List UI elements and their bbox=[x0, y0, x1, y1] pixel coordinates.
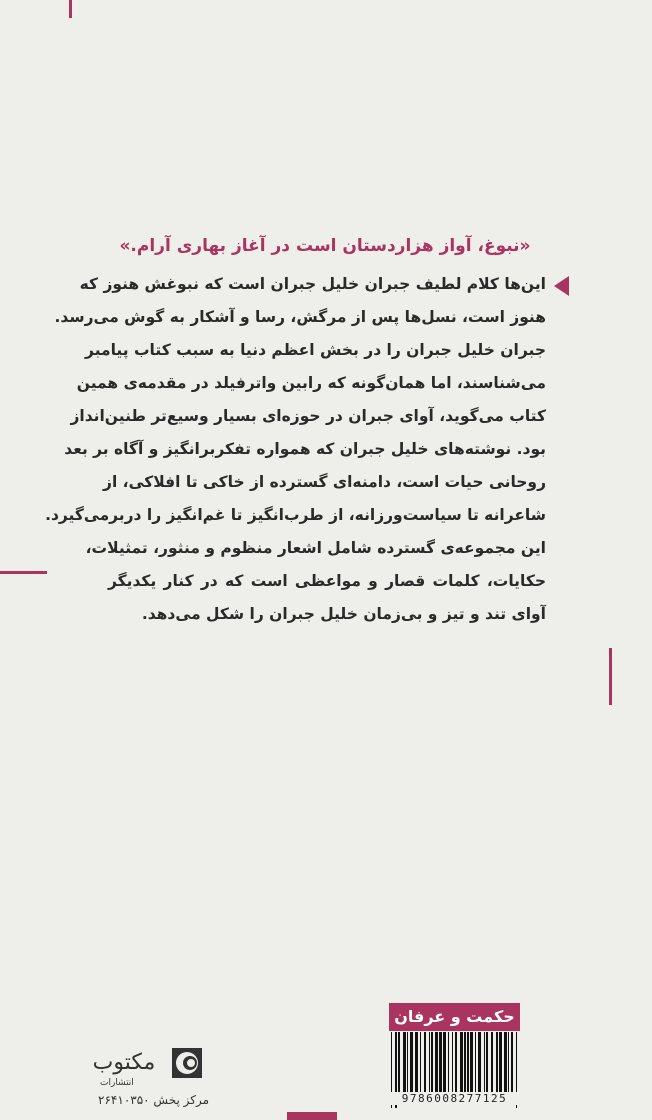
barcode-bar bbox=[424, 1032, 426, 1094]
barcode-bar bbox=[420, 1032, 421, 1094]
bottom-tick-mark bbox=[287, 1112, 337, 1120]
paragraph-line: بود. نوشته‌های خلیل جبران که همواره تفکربرانگیز و آگاه بر بعد bbox=[64, 440, 546, 458]
barcode-bar bbox=[496, 1032, 498, 1094]
paragraph-line: آوای تند و تیز و بی‌زمان خلیل جبران را شکل می‌دهد. bbox=[141, 605, 546, 623]
barcode-bar bbox=[403, 1032, 406, 1094]
barcode-bar bbox=[464, 1032, 466, 1094]
paragraph-line: کتاب می‌گوید، آوای جبران در حوزه‌ای بسیار وسیع‌تر طنین‌انداز bbox=[70, 407, 546, 425]
barcode-bar bbox=[491, 1032, 493, 1094]
distribution-phone: مرکز پخش ۲۶۴۱۰۳۵۰ bbox=[98, 1093, 209, 1107]
barcode-bar bbox=[448, 1032, 449, 1094]
barcode-bar bbox=[443, 1032, 446, 1094]
barcode-bar bbox=[508, 1032, 509, 1094]
barcode-bar bbox=[431, 1032, 433, 1094]
barcode-bar bbox=[511, 1032, 513, 1094]
barcode-bar bbox=[455, 1032, 457, 1094]
left-tick-mark bbox=[0, 571, 47, 574]
barcode-bar bbox=[435, 1032, 438, 1094]
publisher-name: مکتوب bbox=[92, 1050, 156, 1075]
barcode-bar bbox=[467, 1032, 469, 1094]
paragraph-line: می‌شناسند، اما همان‌گونه که رابین واترفیلد در مقدمه‌ی همین bbox=[76, 374, 546, 392]
barcode-bar bbox=[484, 1032, 485, 1094]
barcode-bar bbox=[439, 1032, 442, 1094]
barcode-bar bbox=[475, 1032, 476, 1094]
paragraph-line: روحانی حیات است، دامنه‌ای گسترده از خاکی تا افلاکی، از bbox=[103, 473, 546, 491]
bullet-triangle-icon bbox=[554, 276, 569, 296]
paragraph-line: شاعرانه تا سیاست‌ورزانه، از طرب‌انگیز تا غم‌انگیز را دربرمی‌گیرد. bbox=[45, 506, 546, 524]
isbn-number: 9786008277125 bbox=[382, 1092, 527, 1105]
barcode-bar bbox=[504, 1032, 507, 1094]
right-tick-mark bbox=[609, 648, 612, 705]
barcode-bar bbox=[499, 1032, 502, 1094]
series-label: حکمت و عرفان bbox=[389, 1003, 520, 1031]
barcode-bar bbox=[398, 1032, 400, 1094]
paragraph-line: هنوز است، نسل‌ها پس از مرگش، رسا و آشکار به گوش می‌رسد. bbox=[54, 308, 546, 326]
top-tick-mark bbox=[69, 0, 72, 18]
barcode-bar bbox=[478, 1032, 481, 1094]
paragraph-line: جبران خلیل جبران را در بخش اعظم دنیا به سبب کتاب پیامبر bbox=[85, 341, 546, 359]
paragraph-line: حکایات، کلمات قصار و مواعظی است که در کنار یکدیگر bbox=[108, 572, 546, 590]
description-paragraph bbox=[45, 268, 546, 631]
barcode-bar bbox=[452, 1032, 453, 1094]
barcode-bar bbox=[410, 1032, 413, 1094]
paragraph-line: این مجموعه‌ی گسترده شامل اشعار منظوم و منثور، تمثیلات، bbox=[85, 539, 546, 557]
publisher-sub: انتشارات bbox=[100, 1078, 134, 1088]
barcode-bar bbox=[460, 1032, 463, 1094]
paragraph-line: این‌ها کلام لطیف جبران خلیل جبران است که نبوغش هنوز که bbox=[79, 275, 546, 293]
barcode-bar bbox=[470, 1032, 473, 1094]
quote-heading: «نبوغ، آواز هزاردستان است در آغاز بهاری آرام.» bbox=[119, 236, 531, 256]
barcode-bar bbox=[407, 1032, 408, 1094]
barcode-bar bbox=[486, 1032, 488, 1094]
barcode-bar bbox=[415, 1032, 418, 1094]
barcode-bar bbox=[429, 1032, 430, 1094]
